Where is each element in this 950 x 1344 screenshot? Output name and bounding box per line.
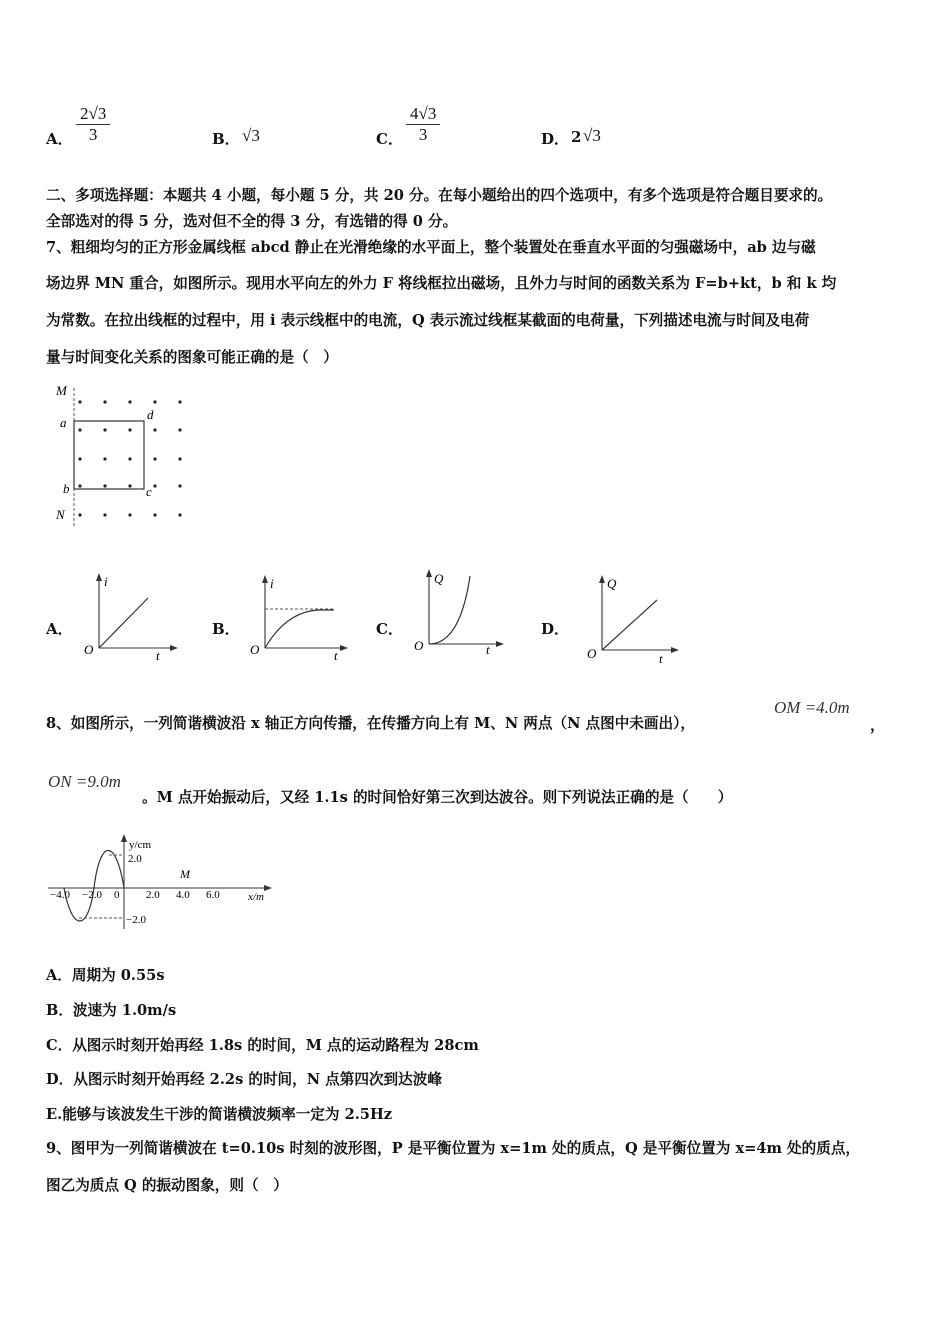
q7-label-n: N	[56, 507, 65, 522]
q8-tick-2: 2.0	[146, 889, 160, 901]
q7-label-a: a	[60, 415, 67, 430]
q7-graph-b-y: i	[270, 576, 274, 591]
q7-label-m: M	[56, 383, 67, 398]
q7-label-b: b	[63, 481, 70, 496]
q7-line3: 为常数。在拉出线框的过程中，用 i 表示线框中的电流，Q 表示流过线框某截面的电荷量，下列描述电流与时间及电荷	[46, 312, 810, 329]
q7-graph-b-x: t	[334, 648, 338, 660]
q7-graph-d-origin: O	[587, 646, 597, 661]
q8-option-b: B．波速为 1.0m/s	[46, 1002, 177, 1019]
q7-graph-a-y: i	[104, 574, 108, 589]
q6-option-c-denominator: 3	[418, 125, 428, 144]
q7-graph-b	[248, 572, 353, 660]
q7-graph-a-origin: O	[84, 642, 94, 657]
q8-line1: 8、如图所示，一列简谐横波沿 x 轴正方向传播，在传播方向上有 M、N 两点（N 点图中未画出），	[46, 715, 695, 732]
q9-line1: 9、图甲为一列简谐横波在 t=0.10s 时刻的波形图，P 是平衡位置为 x=1m 处的质点，Q 是平衡位置为 x=4m 处的质点，	[46, 1140, 861, 1157]
q8-tick-4: 4.0	[176, 889, 190, 901]
q8-tick-6: 6.0	[206, 889, 220, 901]
q8-ylabel: y/cm	[129, 839, 151, 851]
q6-option-a-numerator: 2√3	[76, 104, 110, 125]
q6-option-b-label: B．	[212, 130, 240, 148]
q8-wave-graph	[44, 832, 280, 934]
q8-option-a: A．周期为 0.55s	[46, 967, 165, 984]
q7-graph-d	[585, 572, 685, 664]
section2-line1: 二、多项选择题：本题共 4 小题，每小题 5 分，共 20 分。在每小题给出的四个选项中，有多个选项是符合题目要求的。	[46, 187, 833, 204]
q8-ymin: −2.0	[126, 914, 146, 926]
q7-graph-c	[412, 566, 507, 656]
q6-option-d-coef: 2	[571, 128, 582, 146]
q8-point-m: M	[180, 867, 190, 881]
q7-graph-b-origin: O	[250, 642, 260, 657]
q8-line2: 。M 点开始振动后，又经 1.1s 的时间恰好第三次到达波谷。则下列说法正确的是（ ）	[142, 789, 733, 806]
q7-line4: 量与时间变化关系的图象可能正确的是（ ）	[46, 349, 338, 366]
q7-graph-d-y: Q	[607, 576, 617, 591]
q6-option-a-label: A．	[46, 130, 73, 148]
q8-ymax: 2.0	[128, 853, 142, 865]
q7-field-figure	[50, 380, 200, 530]
q7-graph-c-x: t	[486, 642, 490, 656]
q7-graph-a	[82, 570, 182, 660]
q6-option-d-label: D．	[541, 130, 570, 148]
q8-option-c: C．从图示时刻开始再经 1.8s 的时间，M 点的运动路程为 28cm	[46, 1037, 479, 1054]
q8-comma: ，	[870, 716, 886, 734]
q8-option-e: E.能够与该波发生干涉的简谐横波频率一定为 2.5Hz	[46, 1106, 393, 1123]
q7-graph-a-label: A．	[46, 620, 73, 638]
q7-graph-b-label: B．	[212, 620, 240, 638]
q7-graph-c-y: Q	[434, 571, 444, 586]
q6-option-c-label: C．	[376, 130, 403, 148]
q7-label-d: d	[147, 407, 154, 422]
q8-tick-0: 0	[114, 889, 120, 901]
q8-option-d: D．从图示时刻开始再经 2.2s 的时间，N 点第四次到达波峰	[46, 1071, 442, 1088]
q7-line2: 场边界 MN 重合，如图所示。现用水平向左的外力 F 将线框拉出磁场，且外力与时间的函数关系为 F=b+kt，b 和 k 均	[46, 275, 837, 292]
q8-on: ON =9.0m	[48, 772, 121, 791]
q7-graph-c-label: C．	[376, 620, 403, 638]
q6-option-a-denominator: 3	[88, 125, 98, 144]
q7-line1: 7、粗细均匀的正方形金属线框 abcd 静止在光滑绝缘的水平面上，整个装置处在垂直水平面的匀强磁场中，ab 边与磁	[46, 239, 816, 256]
q6-option-b-value: √3	[242, 126, 260, 145]
q9-line2: 图乙为质点 Q 的振动图象，则（ ）	[46, 1177, 288, 1194]
q7-graph-d-label: D．	[541, 620, 570, 638]
q8-tick-neg4: −4.0	[50, 889, 70, 901]
q8-om: OM =4.0m	[774, 698, 850, 717]
q6-option-a-fraction	[76, 104, 110, 145]
section2-line2: 全部选对的得 5 分，选对但不全的得 3 分，有选错的得 0 分。	[46, 213, 458, 230]
q7-label-c: c	[146, 484, 152, 499]
q7-graph-c-origin: O	[414, 638, 424, 653]
q7-graph-d-x: t	[659, 651, 663, 664]
q8-xlabel: x/m	[248, 891, 264, 903]
q8-tick-neg2: −2.0	[82, 889, 102, 901]
q6-option-c-numerator: 4√3	[406, 104, 440, 125]
q7-graph-a-x: t	[156, 648, 160, 660]
q6-option-c-fraction	[406, 104, 440, 145]
q6-option-d-value: √3	[583, 126, 601, 145]
